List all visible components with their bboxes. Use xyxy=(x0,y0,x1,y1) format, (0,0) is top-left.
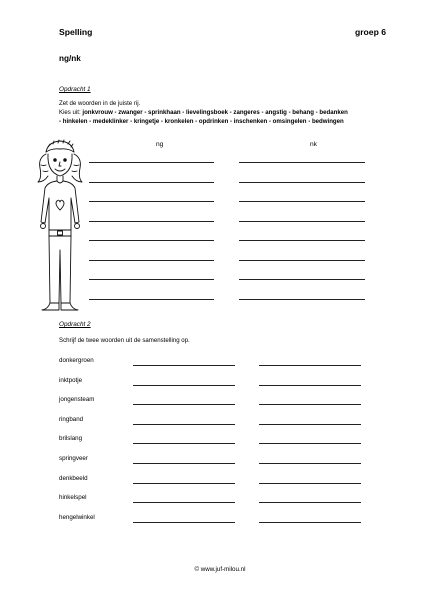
answer-line-nk[interactable] xyxy=(239,162,365,163)
answer-line-first-word[interactable] xyxy=(133,424,235,425)
answer-line-nk[interactable] xyxy=(239,221,365,222)
answer-line-nk[interactable] xyxy=(239,182,365,183)
exercise-1-instruction: Zet de woorden in de juiste rij. xyxy=(59,100,141,107)
answer-line-second-word[interactable] xyxy=(259,502,361,503)
answer-line-second-word[interactable] xyxy=(259,522,361,523)
answer-line-second-word[interactable] xyxy=(259,483,361,484)
answer-line-ng[interactable] xyxy=(89,201,214,202)
copyright-footer: © www.juf-milou.nl xyxy=(194,566,246,573)
answer-line-nk[interactable] xyxy=(239,279,365,280)
compound-word: ringband xyxy=(59,416,84,423)
answer-line-first-word[interactable] xyxy=(133,365,235,366)
word-list-line-1: jonkvrouw - zwanger - sprinkhaan - lievelingsboek - zangeres - angstig - behang - bedanken xyxy=(82,109,348,116)
answer-line-first-word[interactable] xyxy=(133,522,235,523)
answer-line-first-word[interactable] xyxy=(133,404,235,405)
answer-line-first-word[interactable] xyxy=(133,385,235,386)
answer-line-nk[interactable] xyxy=(239,240,365,241)
exercise-2-instruction: Schrijf de twee woorden uit de samenstelling op. xyxy=(59,337,190,344)
answer-line-second-word[interactable] xyxy=(259,463,361,464)
compound-word: denkbeeld xyxy=(59,475,88,482)
compound-word: inktpotje xyxy=(59,377,83,384)
answer-line-ng[interactable] xyxy=(89,299,214,300)
compound-word: hengelwinkel xyxy=(59,514,95,521)
word-list-line-2: - hinkelen - medeklinker - kringetje - kronkelen - opdrinken - inschenken - omsingelen - bedwingen xyxy=(59,117,344,125)
answer-line-ng[interactable] xyxy=(89,240,214,241)
answer-line-second-word[interactable] xyxy=(259,443,361,444)
answer-line-first-word[interactable] xyxy=(133,463,235,464)
exercise-2-title: Opdracht 2 xyxy=(59,321,91,328)
answer-line-second-word[interactable] xyxy=(259,424,361,425)
answer-line-nk[interactable] xyxy=(239,299,365,300)
answer-line-second-word[interactable] xyxy=(259,365,361,366)
answer-line-second-word[interactable] xyxy=(259,385,361,386)
word-list-prefix: Kies uit: xyxy=(59,109,83,116)
compound-word: springveer xyxy=(59,455,88,462)
answer-line-nk[interactable] xyxy=(239,260,365,261)
answer-line-second-word[interactable] xyxy=(259,404,361,405)
exercise-1-word-list xyxy=(59,109,389,126)
compound-word: hinkelspel xyxy=(59,494,87,501)
girl-drawing-icon xyxy=(30,138,90,318)
exercise-1-title: Opdracht 1 xyxy=(59,86,91,93)
column-header-ng: ng xyxy=(156,141,164,148)
compound-word: jongensteam xyxy=(59,396,95,403)
compound-word: brilslang xyxy=(59,435,83,442)
group-label: groep 6 xyxy=(354,27,386,37)
answer-line-ng[interactable] xyxy=(89,221,214,222)
answer-line-first-word[interactable] xyxy=(133,443,235,444)
answer-line-ng[interactable] xyxy=(89,279,214,280)
answer-line-first-word[interactable] xyxy=(133,502,235,503)
compound-word: donkergroen xyxy=(59,357,94,364)
answer-line-nk[interactable] xyxy=(239,201,365,202)
worksheet-title: Spelling xyxy=(59,27,93,37)
worksheet-subtitle: ng/nk xyxy=(59,54,81,63)
answer-line-first-word[interactable] xyxy=(133,483,235,484)
answer-line-ng[interactable] xyxy=(89,162,214,163)
column-header-nk: nk xyxy=(310,141,317,148)
answer-line-ng[interactable] xyxy=(89,182,214,183)
answer-line-ng[interactable] xyxy=(89,260,214,261)
